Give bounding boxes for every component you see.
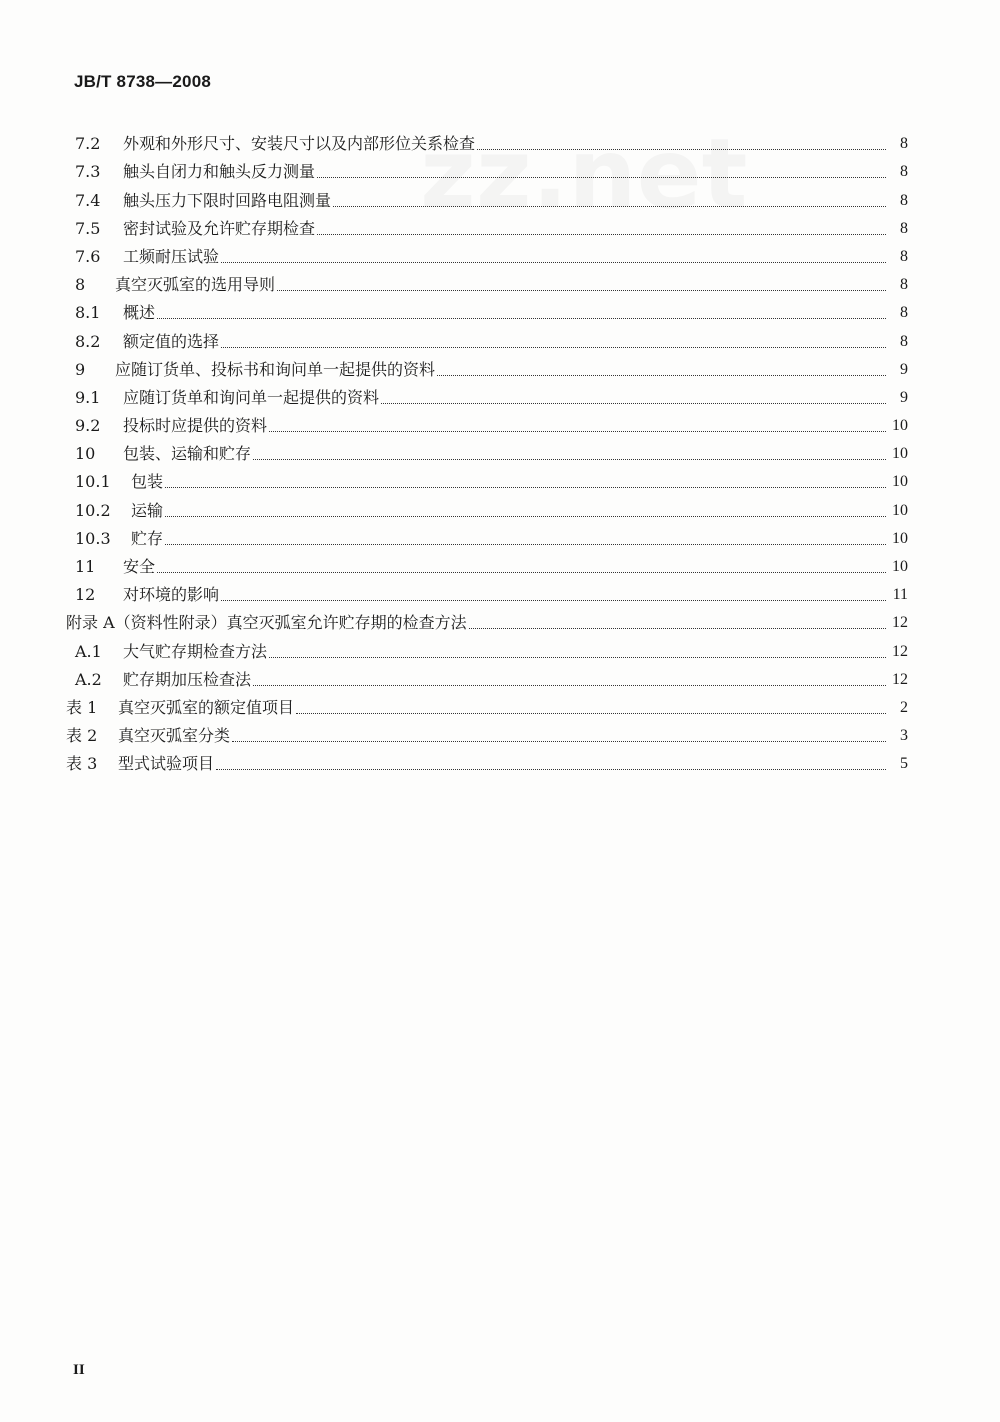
- toc-entry-title: 贮存: [131, 528, 164, 548]
- toc-entry[interactable]: [66, 492, 908, 520]
- toc-leader-dots: [277, 290, 886, 291]
- toc-entry-title: 触头自闭力和触头反力测量: [123, 162, 316, 182]
- toc-leader-dots: [157, 572, 886, 573]
- toc-entry-number: A.2: [75, 669, 102, 689]
- toc-entry-page: 8: [900, 247, 908, 265]
- toc-leader-dots: [269, 657, 886, 658]
- toc-entry-number: 表 1: [66, 697, 98, 717]
- toc-entry-number: 8.2: [75, 331, 101, 351]
- toc-entry-number: 附录 A: [66, 613, 115, 633]
- toc-entry[interactable]: [66, 690, 908, 718]
- toc-entry-number: 10.3: [75, 528, 111, 548]
- toc-entry-number: 9.2: [75, 416, 101, 436]
- toc-entry[interactable]: [66, 549, 908, 577]
- toc-entry-number: 11: [75, 557, 96, 576]
- toc-leader-dots: [253, 459, 886, 460]
- toc-entry-number: 7.5: [75, 218, 101, 238]
- toc-entry[interactable]: [66, 577, 908, 605]
- toc-entry-title: 真空灭弧室分类: [118, 726, 231, 746]
- toc-entry-number: 8.1: [75, 303, 101, 323]
- toc-entry-title: 工频耐压试验: [123, 246, 220, 266]
- toc-entry-number: 12: [75, 585, 96, 605]
- toc-entry-number: 10.2: [75, 500, 111, 520]
- toc-leader-dots: [165, 544, 886, 545]
- toc-entry-page: 10: [892, 473, 908, 491]
- toc-entry[interactable]: [66, 352, 908, 380]
- toc-entry[interactable]: [66, 239, 908, 267]
- toc-entry[interactable]: [66, 521, 908, 549]
- toc-entry-number: 表 3: [66, 754, 98, 774]
- toc-leader-dots: [165, 516, 886, 517]
- toc-entry[interactable]: [66, 605, 908, 633]
- toc-entry-page: 10: [892, 445, 908, 463]
- toc-entry-page: 8: [900, 219, 908, 237]
- toc-entry-title: 概述: [123, 303, 156, 323]
- toc-leader-dots: [221, 347, 886, 348]
- toc-entry-title: 大气贮存期检查方法: [123, 641, 268, 661]
- toc-entry-page: 8: [900, 276, 908, 294]
- toc-entry[interactable]: [66, 380, 908, 408]
- toc-entry[interactable]: [66, 267, 908, 295]
- toc-entry[interactable]: [66, 154, 908, 182]
- toc-entry-page: 9: [900, 388, 908, 406]
- toc-entry-page: 8: [900, 191, 908, 209]
- toc-entry-page: 5: [900, 755, 908, 773]
- toc-entry[interactable]: [66, 746, 908, 774]
- toc-entry-page: 3: [900, 727, 908, 745]
- toc-leader-dots: [269, 431, 886, 432]
- toc-entry-page: 10: [892, 558, 908, 575]
- toc-entry[interactable]: [66, 464, 908, 492]
- toc-leader-dots: [165, 487, 886, 488]
- toc-entry[interactable]: [66, 182, 908, 210]
- toc-entry-number: 9.1: [75, 387, 101, 407]
- toc-entry-page: 8: [900, 304, 908, 322]
- toc-entry-title: 额定值的选择: [123, 331, 220, 351]
- toc-entry-title: 应随订货单和询问单一起提供的资料: [123, 387, 380, 407]
- toc-entry-page: 12: [892, 642, 908, 660]
- toc-entry-title: 应随订货单、投标书和询问单一起提供的资料: [115, 359, 436, 379]
- toc-leader-dots: [317, 177, 886, 178]
- toc-entry-title: 触头压力下限时回路电阻测量: [123, 190, 332, 210]
- toc-entry-title: （资料性附录）真空灭弧室允许贮存期的检查方法: [114, 613, 467, 633]
- toc-leader-dots: [253, 685, 886, 686]
- toc-leader-dots: [381, 403, 886, 404]
- toc-leader-dots: [437, 375, 886, 376]
- toc-leader-dots: [317, 234, 886, 235]
- toc-entry-number: 7.3: [75, 162, 101, 182]
- toc-entry[interactable]: [66, 633, 908, 661]
- toc-entry-title: 投标时应提供的资料: [123, 416, 268, 436]
- toc-entry-title: 对环境的影响: [123, 585, 220, 605]
- toc-entry-number: 7.6: [75, 246, 101, 266]
- toc-entry-title: 包装、运输和贮存: [123, 444, 252, 464]
- toc-entry-page: 8: [900, 135, 908, 153]
- toc-leader-dots: [333, 206, 886, 207]
- toc-entry-title: 密封试验及允许贮存期检查: [123, 218, 316, 238]
- toc-entry[interactable]: [66, 718, 908, 746]
- toc-leader-dots: [221, 262, 886, 263]
- toc-entry-page: 8: [900, 332, 908, 350]
- table-of-contents: [66, 126, 908, 774]
- toc-entry-page: 2: [900, 698, 908, 716]
- toc-entry-number: 表 2: [66, 726, 98, 746]
- toc-entry-title: 贮存期加压检查法: [123, 669, 252, 689]
- toc-entry-number: 10: [75, 444, 96, 464]
- toc-entry[interactable]: [66, 408, 908, 436]
- toc-entry-title: 真空灭弧室的额定值项目: [118, 697, 295, 717]
- toc-entry-page: 12: [892, 614, 908, 632]
- toc-entry[interactable]: [66, 662, 908, 690]
- toc-entry-title: 安全: [123, 557, 156, 576]
- page-number: II: [73, 1362, 85, 1378]
- toc-entry-number: 10.1: [75, 472, 111, 492]
- toc-leader-dots: [216, 769, 886, 770]
- document-code: JB/T 8738—2008: [74, 72, 211, 91]
- toc-entry-page: 10: [892, 529, 908, 547]
- toc-entry-title: 型式试验项目: [118, 754, 215, 774]
- toc-entry-page: 10: [892, 501, 908, 519]
- toc-entry-title: 包装: [131, 472, 164, 492]
- toc-leader-dots: [157, 318, 886, 319]
- toc-entry-number: A.1: [75, 641, 102, 661]
- toc-entry-title: 外观和外形尺寸、安装尺寸以及内部形位关系检查: [123, 134, 476, 154]
- toc-leader-dots: [232, 741, 886, 742]
- toc-entry[interactable]: [66, 436, 908, 464]
- toc-entry-title: 真空灭弧室的选用导则: [115, 275, 276, 295]
- toc-entry[interactable]: [66, 126, 908, 154]
- toc-entry-number: 7.4: [75, 190, 101, 210]
- toc-entry-page: 10: [892, 417, 908, 435]
- toc-entry-title: 运输: [131, 500, 164, 520]
- toc-entry-number: 7.2: [75, 134, 101, 154]
- toc-entry-number: 9: [75, 359, 86, 379]
- toc-entry-page: 12: [892, 670, 908, 688]
- toc-leader-dots: [477, 149, 886, 150]
- toc-entry-number: 8: [75, 275, 86, 295]
- toc-entry-page: 11: [892, 586, 908, 604]
- toc-entry-page: 9: [900, 360, 908, 378]
- toc-leader-dots: [296, 713, 886, 714]
- toc-entry-page: 8: [900, 163, 908, 181]
- toc-leader-dots: [221, 600, 886, 601]
- toc-entry[interactable]: [66, 295, 908, 323]
- toc-entry[interactable]: [66, 323, 908, 351]
- toc-leader-dots: [469, 628, 886, 629]
- toc-entry[interactable]: [66, 211, 908, 239]
